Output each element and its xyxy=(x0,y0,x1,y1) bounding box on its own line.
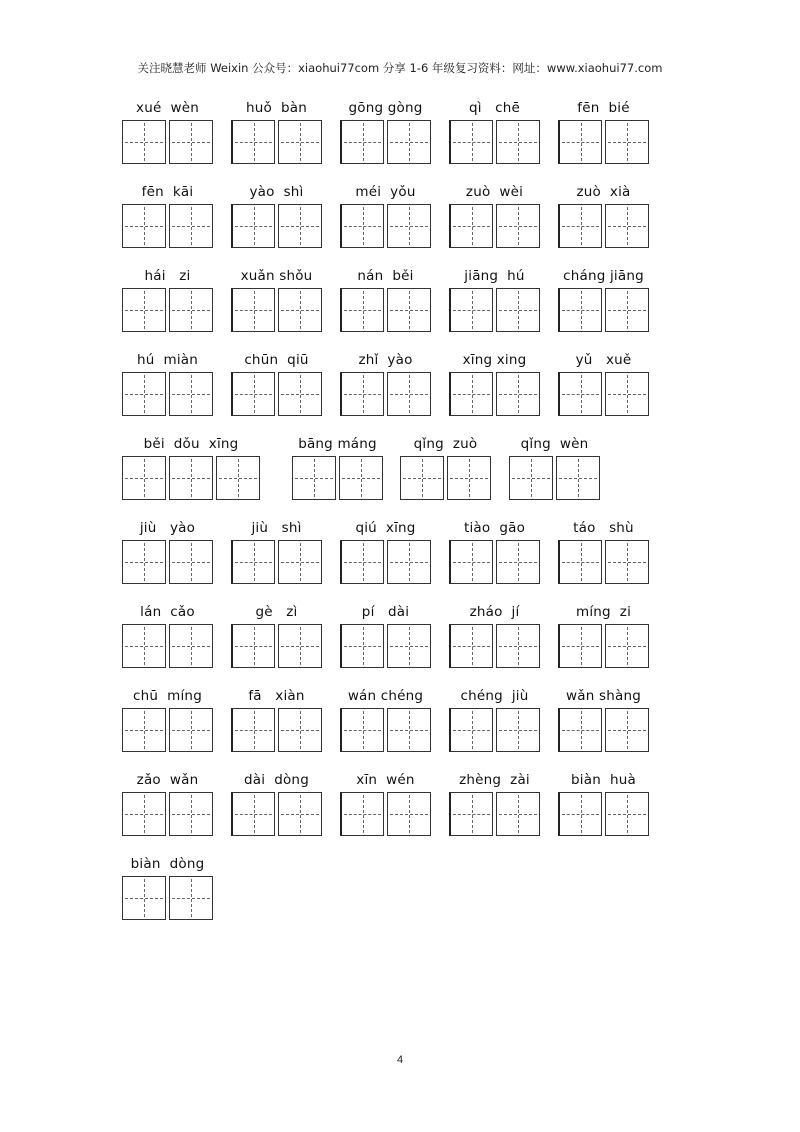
character-writing-box[interactable] xyxy=(496,120,540,164)
worksheet-row xyxy=(0,100,800,170)
character-writing-box[interactable] xyxy=(340,708,384,752)
word-group xyxy=(340,268,431,338)
character-writing-box[interactable] xyxy=(169,456,213,500)
word-group xyxy=(292,436,383,506)
pinyin-label: jiāng hú xyxy=(464,268,525,284)
writing-boxes xyxy=(231,288,322,332)
word-group xyxy=(231,520,322,590)
writing-boxes xyxy=(122,120,213,164)
character-writing-box[interactable] xyxy=(387,288,431,332)
character-writing-box[interactable] xyxy=(169,204,213,248)
character-writing-box[interactable] xyxy=(509,456,553,500)
character-writing-box[interactable] xyxy=(122,540,166,584)
word-group xyxy=(122,604,213,674)
writing-boxes xyxy=(558,288,649,332)
writing-boxes xyxy=(340,120,431,164)
word-group xyxy=(449,268,540,338)
character-writing-box[interactable] xyxy=(605,288,649,332)
word-group xyxy=(122,688,213,758)
writing-boxes xyxy=(558,540,649,584)
pinyin-label: méi yǒu xyxy=(355,184,416,200)
writing-boxes xyxy=(509,456,600,500)
character-writing-box[interactable] xyxy=(449,792,493,836)
worksheet-row xyxy=(0,688,800,758)
word-group xyxy=(122,856,213,926)
writing-boxes xyxy=(340,204,431,248)
character-writing-box[interactable] xyxy=(122,624,166,668)
pinyin-label: qǐng zuò xyxy=(413,436,478,452)
character-writing-box[interactable] xyxy=(122,792,166,836)
writing-boxes xyxy=(122,876,213,920)
writing-boxes xyxy=(558,204,649,248)
writing-boxes xyxy=(449,120,540,164)
character-writing-box[interactable] xyxy=(169,540,213,584)
pinyin-label: chéng jiù xyxy=(460,688,529,704)
worksheet-row xyxy=(0,436,800,506)
writing-boxes xyxy=(558,120,649,164)
pinyin-label: xīn wén xyxy=(356,772,415,788)
pinyin-label: xué wèn xyxy=(136,100,199,116)
word-group xyxy=(122,268,213,338)
word-group xyxy=(231,352,322,422)
pinyin-label: chū míng xyxy=(133,688,202,704)
character-writing-box[interactable] xyxy=(231,708,275,752)
character-writing-box[interactable] xyxy=(169,792,213,836)
writing-boxes xyxy=(340,540,431,584)
character-writing-box[interactable] xyxy=(447,456,491,500)
character-writing-box[interactable] xyxy=(340,120,384,164)
word-group xyxy=(340,772,431,842)
character-writing-box[interactable] xyxy=(496,288,540,332)
pinyin-label: cháng jiāng xyxy=(563,268,644,284)
character-writing-box[interactable] xyxy=(558,540,602,584)
character-writing-box[interactable] xyxy=(340,792,384,836)
character-writing-box[interactable] xyxy=(278,708,322,752)
writing-boxes xyxy=(449,624,540,668)
character-writing-box[interactable] xyxy=(122,204,166,248)
character-writing-box[interactable] xyxy=(387,624,431,668)
character-writing-box[interactable] xyxy=(122,120,166,164)
worksheet-row xyxy=(0,604,800,674)
word-group xyxy=(231,268,322,338)
writing-boxes xyxy=(122,456,260,500)
writing-boxes xyxy=(122,372,213,416)
pinyin-label: táo shù xyxy=(573,520,634,536)
character-writing-box[interactable] xyxy=(169,372,213,416)
worksheet-row xyxy=(0,772,800,842)
writing-boxes xyxy=(231,708,322,752)
pinyin-label: pí dài xyxy=(361,604,410,620)
pinyin-label: jiù yào xyxy=(139,520,196,536)
character-writing-box[interactable] xyxy=(387,120,431,164)
pinyin-label: hú miàn xyxy=(136,352,199,368)
writing-boxes xyxy=(122,204,213,248)
character-writing-box[interactable] xyxy=(340,288,384,332)
writing-boxes xyxy=(449,540,540,584)
pinyin-label: fā xiàn xyxy=(248,688,305,704)
character-writing-box[interactable] xyxy=(496,372,540,416)
word-group xyxy=(558,520,649,590)
character-writing-box[interactable] xyxy=(387,540,431,584)
pinyin-label: xīng xing xyxy=(462,352,527,368)
word-group xyxy=(449,688,540,758)
character-writing-box[interactable] xyxy=(278,624,322,668)
worksheet-row xyxy=(0,184,800,254)
character-writing-box[interactable] xyxy=(387,204,431,248)
word-group xyxy=(558,688,649,758)
pinyin-label: dài dòng xyxy=(244,772,309,788)
word-group xyxy=(449,604,540,674)
worksheet-row xyxy=(0,268,800,338)
character-writing-box[interactable] xyxy=(449,708,493,752)
character-writing-box[interactable] xyxy=(122,372,166,416)
character-writing-box[interactable] xyxy=(558,120,602,164)
word-group xyxy=(449,100,540,170)
writing-boxes xyxy=(558,708,649,752)
character-writing-box[interactable] xyxy=(340,624,384,668)
character-writing-box[interactable] xyxy=(278,792,322,836)
character-writing-box[interactable] xyxy=(340,372,384,416)
pinyin-label: zhǐ yào xyxy=(358,352,413,368)
pinyin-label: zuò xià xyxy=(576,184,631,200)
character-writing-box[interactable] xyxy=(278,540,322,584)
pinyin-label: yǔ xuě xyxy=(575,352,632,368)
character-writing-box[interactable] xyxy=(169,624,213,668)
character-writing-box[interactable] xyxy=(605,792,649,836)
writing-boxes xyxy=(122,792,213,836)
pinyin-label: qǐng wèn xyxy=(520,436,589,452)
word-group xyxy=(340,100,431,170)
writing-boxes xyxy=(400,456,491,500)
page-number: 4 xyxy=(396,1054,404,1066)
writing-boxes xyxy=(340,792,431,836)
character-writing-box[interactable] xyxy=(449,372,493,416)
pinyin-label: biàn huà xyxy=(571,772,636,788)
word-group xyxy=(558,184,649,254)
character-writing-box[interactable] xyxy=(231,204,275,248)
character-writing-box[interactable] xyxy=(449,288,493,332)
character-writing-box[interactable] xyxy=(231,624,275,668)
character-writing-box[interactable] xyxy=(231,372,275,416)
character-writing-box[interactable] xyxy=(496,204,540,248)
word-group xyxy=(231,772,322,842)
character-writing-box[interactable] xyxy=(169,876,213,920)
word-group xyxy=(340,352,431,422)
word-group xyxy=(340,520,431,590)
word-group xyxy=(558,772,649,842)
pinyin-label: míng zi xyxy=(575,604,632,620)
word-group xyxy=(558,100,649,170)
character-writing-box[interactable] xyxy=(605,372,649,416)
word-group xyxy=(340,688,431,758)
character-writing-box[interactable] xyxy=(449,204,493,248)
pinyin-label: wán chéng xyxy=(347,688,424,704)
writing-boxes xyxy=(449,204,540,248)
word-group xyxy=(449,352,540,422)
writing-boxes xyxy=(231,204,322,248)
character-writing-box[interactable] xyxy=(278,372,322,416)
writing-boxes xyxy=(340,708,431,752)
character-writing-box[interactable] xyxy=(122,876,166,920)
word-group xyxy=(558,352,649,422)
writing-boxes xyxy=(231,372,322,416)
pinyin-label: huǒ bàn xyxy=(246,100,307,116)
character-writing-box[interactable] xyxy=(496,624,540,668)
character-writing-box[interactable] xyxy=(169,120,213,164)
pinyin-label: hái zi xyxy=(144,268,191,284)
character-writing-box[interactable] xyxy=(496,540,540,584)
writing-boxes xyxy=(340,624,431,668)
character-writing-box[interactable] xyxy=(387,372,431,416)
page-header: 关注晓慧老师 Weixin 公众号：xiaohui77com 分享 1-6 年级复习资料：网址：www.xiaohui77.com xyxy=(137,61,663,75)
character-writing-box[interactable] xyxy=(496,708,540,752)
word-group xyxy=(340,604,431,674)
writing-boxes xyxy=(231,120,322,164)
pinyin-label: tiào gāo xyxy=(463,520,526,536)
character-writing-box[interactable] xyxy=(449,120,493,164)
word-group xyxy=(340,184,431,254)
word-group xyxy=(122,520,213,590)
word-group xyxy=(122,352,213,422)
character-writing-box[interactable] xyxy=(387,708,431,752)
character-writing-box[interactable] xyxy=(340,540,384,584)
writing-boxes xyxy=(292,456,383,500)
worksheet-row xyxy=(0,520,800,590)
word-group xyxy=(509,436,600,506)
character-writing-box[interactable] xyxy=(122,456,166,500)
worksheet-row xyxy=(0,352,800,422)
word-group xyxy=(231,604,322,674)
pinyin-label: qì chē xyxy=(468,100,521,116)
writing-boxes xyxy=(122,540,213,584)
character-writing-box[interactable] xyxy=(340,204,384,248)
pinyin-label: chūn qiū xyxy=(244,352,309,368)
character-writing-box[interactable] xyxy=(169,288,213,332)
pinyin-label: gè zì xyxy=(255,604,298,620)
pinyin-label: zhèng zài xyxy=(459,772,530,788)
pinyin-label: zǎo wǎn xyxy=(136,772,199,788)
pinyin-label: wǎn shàng xyxy=(566,688,641,704)
pinyin-label: xuǎn shǒu xyxy=(240,268,313,284)
pinyin-label: gōng gòng xyxy=(348,100,423,116)
word-group xyxy=(449,772,540,842)
writing-boxes xyxy=(449,792,540,836)
character-writing-box[interactable] xyxy=(558,792,602,836)
pinyin-label: lán cǎo xyxy=(140,604,195,620)
pinyin-label: yào shì xyxy=(249,184,304,200)
writing-boxes xyxy=(122,288,213,332)
character-writing-box[interactable] xyxy=(400,456,444,500)
character-writing-box[interactable] xyxy=(605,540,649,584)
character-writing-box[interactable] xyxy=(122,288,166,332)
character-writing-box[interactable] xyxy=(169,708,213,752)
pinyin-label: biàn dòng xyxy=(130,856,205,872)
word-group xyxy=(231,184,322,254)
writing-boxes xyxy=(340,372,431,416)
word-group xyxy=(558,604,649,674)
character-writing-box[interactable] xyxy=(216,456,260,500)
writing-boxes xyxy=(231,624,322,668)
word-group xyxy=(400,436,491,506)
pinyin-label: jiù shì xyxy=(251,520,302,536)
character-writing-box[interactable] xyxy=(231,792,275,836)
character-writing-box[interactable] xyxy=(278,288,322,332)
word-group xyxy=(122,184,213,254)
character-writing-box[interactable] xyxy=(122,708,166,752)
writing-boxes xyxy=(558,624,649,668)
character-writing-box[interactable] xyxy=(558,708,602,752)
character-writing-box[interactable] xyxy=(605,204,649,248)
character-writing-box[interactable] xyxy=(231,120,275,164)
pinyin-label: zuò wèi xyxy=(465,184,524,200)
pinyin-label: qiú xīng xyxy=(355,520,416,536)
writing-boxes xyxy=(340,288,431,332)
pinyin-label: nán běi xyxy=(357,268,414,284)
word-group xyxy=(558,268,649,338)
writing-boxes xyxy=(449,708,540,752)
character-writing-box[interactable] xyxy=(339,456,383,500)
word-group xyxy=(231,100,322,170)
character-writing-box[interactable] xyxy=(605,624,649,668)
writing-boxes xyxy=(231,792,322,836)
writing-boxes xyxy=(231,540,322,584)
character-writing-box[interactable] xyxy=(292,456,336,500)
word-group xyxy=(122,100,213,170)
character-writing-box[interactable] xyxy=(558,288,602,332)
character-writing-box[interactable] xyxy=(605,708,649,752)
pinyin-label: běi dǒu xīng xyxy=(143,436,239,452)
writing-boxes xyxy=(558,372,649,416)
writing-boxes xyxy=(122,624,213,668)
character-writing-box[interactable] xyxy=(231,288,275,332)
character-writing-box[interactable] xyxy=(278,120,322,164)
character-writing-box[interactable] xyxy=(496,792,540,836)
word-group xyxy=(231,688,322,758)
word-group xyxy=(449,520,540,590)
character-writing-box[interactable] xyxy=(449,540,493,584)
pinyin-label: bāng máng xyxy=(298,436,377,452)
writing-boxes xyxy=(449,372,540,416)
pinyin-label: fēn kāi xyxy=(141,184,194,200)
word-group xyxy=(449,184,540,254)
character-writing-box[interactable] xyxy=(558,624,602,668)
writing-boxes xyxy=(122,708,213,752)
character-writing-box[interactable] xyxy=(387,792,431,836)
character-writing-box[interactable] xyxy=(558,204,602,248)
character-writing-box[interactable] xyxy=(449,624,493,668)
word-group xyxy=(122,436,260,506)
pinyin-label: fēn bié xyxy=(577,100,630,116)
character-writing-box[interactable] xyxy=(605,120,649,164)
word-group xyxy=(122,772,213,842)
worksheet-row xyxy=(0,856,800,926)
character-writing-box[interactable] xyxy=(556,456,600,500)
character-writing-box[interactable] xyxy=(231,540,275,584)
character-writing-box[interactable] xyxy=(558,372,602,416)
writing-boxes xyxy=(449,288,540,332)
character-writing-box[interactable] xyxy=(278,204,322,248)
pinyin-label: zháo jí xyxy=(469,604,520,620)
writing-boxes xyxy=(558,792,649,836)
